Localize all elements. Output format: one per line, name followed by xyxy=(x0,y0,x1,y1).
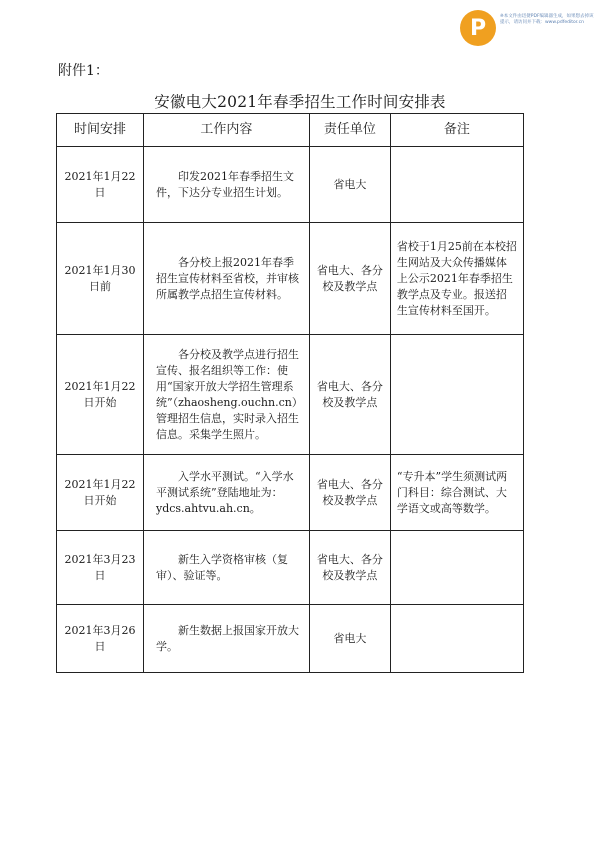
row-content-text: 新生入学资格审核（复审）、验证等。 xyxy=(156,552,288,582)
row-note: 省校于1月25前在本校招生网站及大众传播媒体上公示2021年春季招生教学点及专业。报送招生宣传材料至国开。 xyxy=(390,223,523,335)
table-row xyxy=(57,223,524,335)
row-note: “专升本”学生须测试两门科目：综合测试、大学语文或高等数学。 xyxy=(390,455,523,531)
watermark-text: ※本文件由迅捷PDF编辑器生成，如果想去掉该提示，请访问并下载：www.pdfeditor.cn xyxy=(500,14,594,25)
row-unit: 省电大 xyxy=(309,605,390,673)
row-content xyxy=(144,605,310,673)
row-note xyxy=(390,605,523,673)
row-content-text: 各分校及教学点进行招生宣传、报名组织等工作：使用“国家开放大学招生管理系统”（zhaosheng.ouchn.cn）管理招生信息，实时录入招生信息。采集学生照片。 xyxy=(156,347,303,441)
row-unit: 省电大、各分校及教学点 xyxy=(309,223,390,335)
row-note xyxy=(390,335,523,455)
header-time: 时间安排 xyxy=(57,114,144,147)
table-row xyxy=(57,455,524,531)
row-content xyxy=(144,531,310,605)
row-content-text: 新生数据上报国家开放大学。 xyxy=(156,623,299,653)
row-content xyxy=(144,223,310,335)
row-content-text: 入学水平测试。“入学水平测试系统”登陆地址为：ydcs.ahtvu.ah.cn。 xyxy=(156,469,294,515)
row-content-text: 各分校上报2021年春季招生宣传材料至省校，并审核所属教学点招生宣传材料。 xyxy=(156,255,299,301)
row-date: 2021年1月30日前 xyxy=(57,223,144,335)
row-date: 2021年1月22日开始 xyxy=(57,455,144,531)
row-content-text: 印发2021年春季招生文件，下达分专业招生计划。 xyxy=(156,169,294,199)
row-date: 2021年1月22日开始 xyxy=(57,335,144,455)
row-unit: 省电大、各分校及教学点 xyxy=(309,455,390,531)
header-content: 工作内容 xyxy=(144,114,310,147)
attachment-label: 附件1： xyxy=(58,63,109,79)
row-date: 2021年1月22日 xyxy=(57,147,144,223)
row-unit: 省电大 xyxy=(309,147,390,223)
schedule-table xyxy=(56,113,524,673)
row-unit: 省电大、各分校及教学点 xyxy=(309,335,390,455)
table-row xyxy=(57,531,524,605)
row-date: 2021年3月23日 xyxy=(57,531,144,605)
table-header-row xyxy=(57,114,524,147)
header-note: 备注 xyxy=(390,114,523,147)
pdf-editor-logo: P xyxy=(460,10,496,46)
row-note xyxy=(390,531,523,605)
row-content xyxy=(144,335,310,455)
row-content xyxy=(144,147,310,223)
page-title: 安徽电大2021年春季招生工作时间安排表 xyxy=(154,93,446,111)
row-date: 2021年3月26日 xyxy=(57,605,144,673)
table-row xyxy=(57,147,524,223)
row-unit: 省电大、各分校及教学点 xyxy=(309,531,390,605)
table-row xyxy=(57,335,524,455)
header-unit: 责任单位 xyxy=(309,114,390,147)
row-content xyxy=(144,455,310,531)
row-note xyxy=(390,147,523,223)
table-row xyxy=(57,605,524,673)
